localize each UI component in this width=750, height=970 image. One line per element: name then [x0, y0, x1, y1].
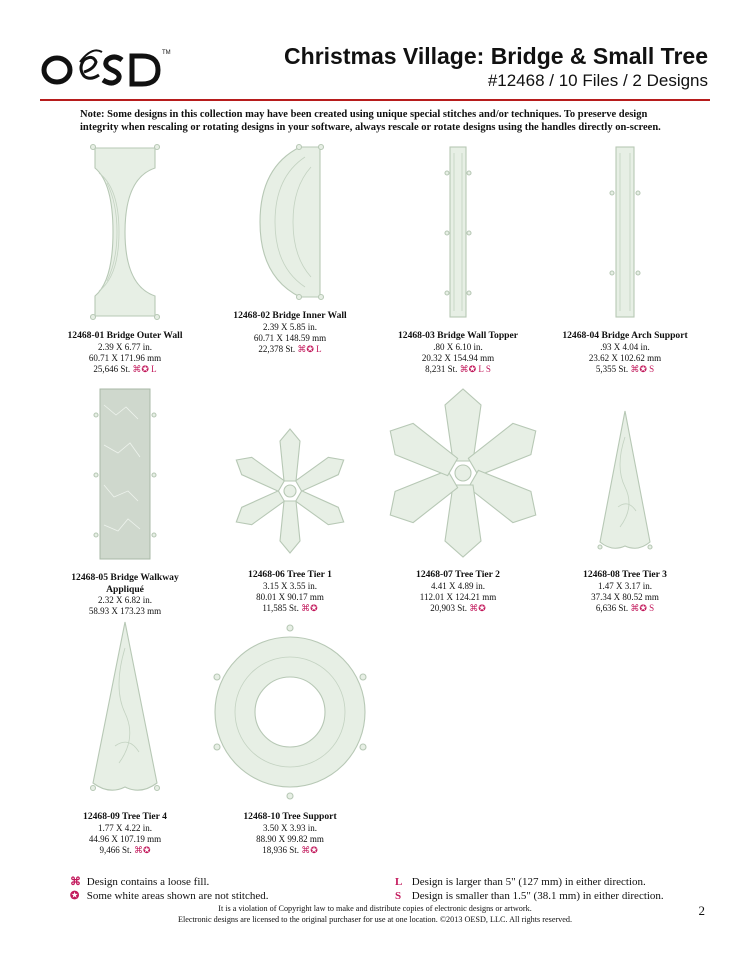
- document-title: Christmas Village: Bridge & Small Tree: [284, 43, 708, 69]
- loose-fill-icon: ⌘: [70, 876, 81, 888]
- legend-loose-fill: [70, 876, 269, 890]
- document-subtitle: #12468 / 10 Files / 2 Designs: [487, 71, 708, 90]
- design-name: 12468-02 Bridge Inner Wall: [233, 310, 347, 322]
- footer-line-1: It is a violation of Copyright law to make and distribute copies of electronic designs or artwork.: [218, 904, 532, 913]
- copyright-footer: [0, 903, 750, 925]
- design-flags: ⌘✪ L: [297, 344, 322, 355]
- design-inches: 1.47 X 3.17 in.: [598, 580, 652, 591]
- design-name: 12468-08 Tree Tier 3: [583, 569, 667, 581]
- design-inches: 4.41 X 4.89 in.: [431, 580, 485, 591]
- design-stitches: 8,231 St.: [425, 364, 458, 375]
- design-inches: 2.39 X 5.85 in.: [263, 321, 317, 332]
- design-flags: ⌘✪ L: [132, 364, 157, 375]
- design-inches: .80 X 6.10 in.: [433, 341, 483, 352]
- design-inches: .93 X 4.04 in.: [600, 341, 650, 352]
- design-stitches: 9,466 St.: [99, 845, 132, 856]
- tree-tier-3-icon: [594, 407, 656, 560]
- design-inches: 1.77 X 4.22 in.: [98, 822, 152, 833]
- design-item: [388, 143, 528, 375]
- design-inches: 2.39 X 6.77 in.: [98, 341, 152, 352]
- design-flags: ⌘✪: [301, 603, 318, 614]
- design-item: [220, 422, 360, 614]
- design-stitches: 20,903 St.: [430, 603, 467, 614]
- design-mm: 23.62 X 102.62 mm: [588, 352, 662, 363]
- bridge-arch-support-icon: [608, 143, 642, 321]
- bridge-walkway-applique-icon: [92, 385, 158, 563]
- design-mm: 60.71 X 171.96 mm: [88, 352, 162, 363]
- design-inches: 3.50 X 3.93 in.: [263, 822, 317, 833]
- design-name: 12468-06 Tree Tier 1: [248, 569, 332, 581]
- design-name: 12468-10 Tree Support: [243, 811, 337, 823]
- design-mm: 60.71 X 148.59 mm: [253, 332, 327, 343]
- bridge-wall-topper-icon: [443, 143, 473, 321]
- design-inches: 3.15 X 3.55 in.: [263, 580, 317, 591]
- design-stitches: 25,646 St.: [93, 364, 131, 375]
- legend-small: [395, 890, 664, 904]
- design-flags: ⌘✪: [133, 845, 151, 856]
- design-name: 12468-05 Bridge Walkway: [71, 572, 179, 584]
- design-flags: ⌘✪ S: [630, 364, 655, 375]
- legend-loose-fill-text: Design contains a loose fill.: [86, 876, 210, 888]
- design-name: 12468-03 Bridge Wall Topper: [397, 330, 519, 342]
- design-name: 12468-07 Tree Tier 2: [416, 569, 500, 581]
- design-mm: 20.32 X 154.94 mm: [421, 352, 495, 363]
- tree-tier-1-icon: [225, 422, 355, 560]
- design-name: 12468-04 Bridge Arch Support: [562, 330, 688, 342]
- svg-text:TM: TM: [162, 50, 171, 56]
- footer-line-2: Electronic designs are licensed to the original purchaser for use at one location. ©2013 OESD, LLC. All rights reserved.: [177, 915, 573, 924]
- design-stitches: 22,378 St.: [258, 344, 296, 355]
- design-note: Note: Some designs in this collection may have been created using unique special stitches and/or techniques. To preserve design integrity when rescaling or rotating designs in your software, always rescale or rotate designs using the handles directly on-screen.: [80, 109, 661, 133]
- design-mm: 44.96 X 107.19 mm: [88, 833, 162, 844]
- legend-white-text: Some white areas shown are not stitched.: [86, 889, 269, 902]
- design-name: 12468-01 Bridge Outer Wall: [67, 330, 183, 342]
- design-item: [55, 385, 195, 629]
- header-rule: [40, 99, 710, 101]
- design-name: 12468-09 Tree Tier 4: [83, 811, 167, 823]
- design-stitches: 5,355 St.: [595, 364, 629, 375]
- design-stitches: 18,936 St.: [262, 845, 299, 856]
- tree-tier-2-icon: [388, 385, 538, 560]
- design-item: [388, 385, 528, 614]
- design-stitches: 31,225 St.: [93, 617, 131, 628]
- design-flags: ⌘✪ L S: [459, 364, 491, 375]
- bridge-inner-wall-icon: [255, 143, 325, 301]
- oesd-logo-icon: [40, 42, 180, 88]
- tree-support-icon: [205, 622, 375, 802]
- design-item: [555, 407, 695, 614]
- page-number: 2: [698, 903, 705, 918]
- legend-large-text: Design is larger than 5" (127 mm) in either direction.: [411, 876, 646, 888]
- design-flags: ⌘✪ S: [630, 603, 655, 614]
- design-mm: 58.93 X 173.23 mm: [88, 606, 162, 617]
- design-flags: ⌘✪: [301, 845, 318, 856]
- design-mm: 80.01 X 90.17 mm: [256, 591, 324, 602]
- legend-small-text: Design is smaller than 1.5" (38.1 mm) in either direction.: [411, 889, 664, 902]
- design-item: [220, 143, 360, 355]
- design-mm: 37.34 X 80.52 mm: [591, 591, 659, 602]
- oesd-logo: [40, 42, 180, 88]
- design-mm: 88.90 X 99.82 mm: [256, 833, 324, 844]
- design-flags: ⌘✪ L: [132, 617, 157, 628]
- legend-white-areas: [70, 890, 269, 904]
- small-design-icon: S: [395, 889, 402, 902]
- legend-large: [395, 876, 664, 890]
- design-item: [55, 618, 195, 856]
- legend-left: [70, 876, 269, 903]
- tree-tier-4-icon: [87, 618, 163, 802]
- design-item: [555, 143, 695, 375]
- design-flags: ⌘✪: [469, 603, 486, 614]
- design-stitches: 6,636 St.: [595, 603, 629, 614]
- design-item: [205, 622, 375, 856]
- legend-right: [395, 876, 664, 903]
- design-inches: 2.32 X 6.82 in.: [98, 594, 152, 605]
- white-area-icon: ✪: [70, 889, 80, 902]
- design-name-line-2: Appliqué: [106, 583, 144, 595]
- document-header: [284, 42, 708, 92]
- design-item: [55, 143, 195, 375]
- bridge-outer-wall-icon: [85, 143, 165, 321]
- design-mm: 112.01 X 124.21 mm: [419, 591, 497, 602]
- large-design-icon: L: [395, 876, 403, 888]
- design-stitches: 11,585 St.: [262, 603, 299, 614]
